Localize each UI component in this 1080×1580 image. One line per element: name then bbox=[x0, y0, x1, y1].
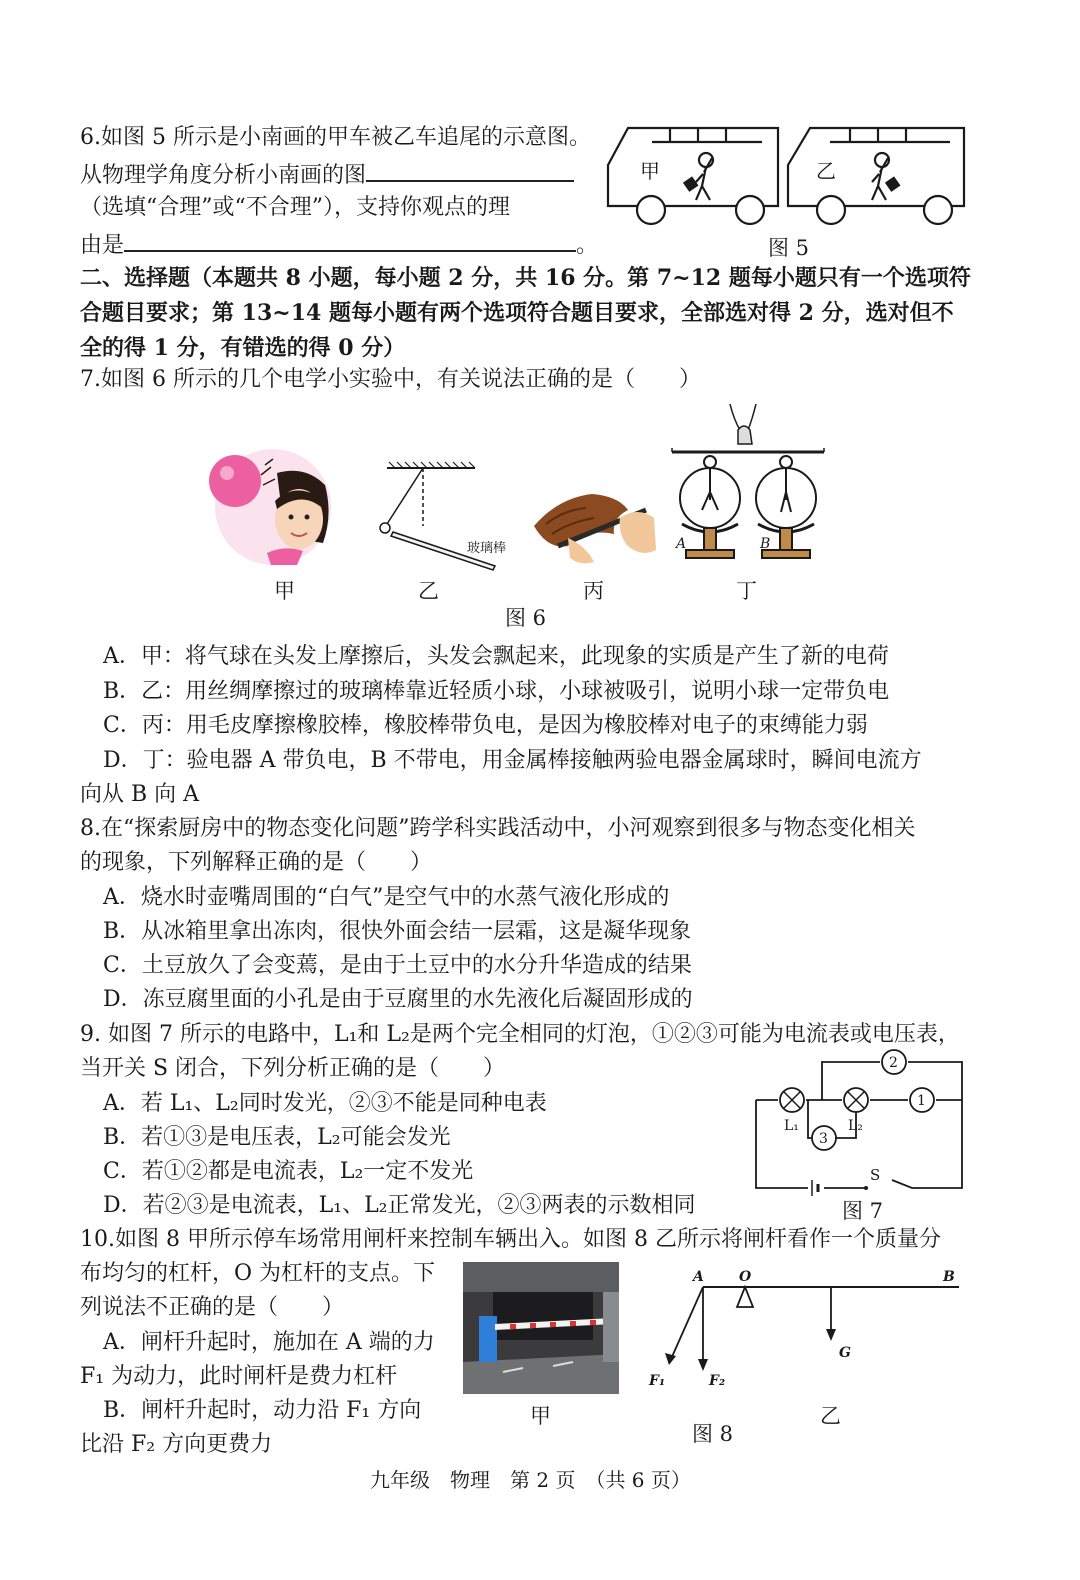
q6-line-2 bbox=[80, 156, 574, 193]
electroscope-b-label: B bbox=[760, 536, 771, 552]
q7-option-b[interactable]: B．乙：用丝绸摩擦过的玻璃棒靠近轻质小球，小球被吸引，说明小球一定带负电 bbox=[103, 679, 890, 704]
q10-stem-3: 列说法不正确的是（ ） bbox=[80, 1295, 345, 1320]
switch-icon bbox=[864, 1186, 868, 1190]
lamp-l2-label: L₂ bbox=[848, 1118, 863, 1134]
meter-3-label: 3 bbox=[819, 1131, 828, 1147]
page-footer: 九年级 物理 第 2 页 （共 6 页） bbox=[370, 1468, 691, 1492]
meter-1-label: 1 bbox=[917, 1093, 926, 1109]
figure-6-balloon-girl bbox=[205, 445, 340, 565]
q10-stem-2: 布均匀的杠杆，O 为杠杆的支点。下 bbox=[80, 1261, 436, 1286]
force-f1-label: F₁ bbox=[649, 1373, 666, 1389]
q9-stem-2: 当开关 S 闭合，下列分析正确的是（ ） bbox=[80, 1056, 506, 1081]
car-b-body bbox=[788, 128, 964, 206]
figure-5-caption: 图 5 bbox=[768, 236, 810, 260]
q6-line-4-pre: 由是 bbox=[80, 233, 125, 258]
q6-line-4-post: 。 bbox=[576, 233, 599, 258]
section-2-line-2: 合题目要求；第 13~14 题每小题有两个选项符合题目要求，全部选对得 2 分，选对但不 bbox=[80, 300, 954, 326]
q6-line-3: （选填“合理”或“不合理”），支持你观点的理 bbox=[80, 195, 510, 220]
q9-option-c[interactable]: C．若①②都是电流表，L₂一定不发光 bbox=[103, 1159, 474, 1184]
q7-option-a[interactable]: A．甲：将气球在头发上摩擦后，头发会飘起来，此现象的实质是产生了新的电荷 bbox=[103, 644, 889, 669]
electroscope-a-label: A bbox=[676, 536, 687, 552]
q7-option-c[interactable]: C．丙：用毛皮摩擦橡胶棒，橡胶棒带负电，是因为橡胶棒对电子的束缚能力弱 bbox=[103, 713, 868, 738]
q9-option-d[interactable]: D．若②③是电流表，L₁、L₂正常发光，②③两表的示数相同 bbox=[103, 1193, 696, 1218]
q10-option-b[interactable]: B．闸杆升起时，动力沿 F₁ 方向 bbox=[103, 1398, 422, 1423]
q6-line-1: 6.如图 5 所示是小南画的甲车被乙车追尾的示意图。 bbox=[80, 125, 591, 150]
q9-option-a[interactable]: A．若 L₁、L₂同时发光，②③不能是同种电表 bbox=[103, 1091, 547, 1116]
fig6-label-ding: 丁 bbox=[736, 579, 757, 603]
figure-7-circuit bbox=[752, 1050, 967, 1195]
point-a-label: A bbox=[693, 1269, 704, 1285]
figure-7-caption: 图 7 bbox=[842, 1199, 884, 1223]
point-b-label: B bbox=[943, 1269, 955, 1285]
figure-6-electroscopes bbox=[668, 400, 828, 570]
car-a-label: 甲 bbox=[640, 159, 660, 183]
force-g-label: G bbox=[839, 1345, 851, 1361]
lamp-l1-label: L₁ bbox=[784, 1118, 799, 1134]
q9-stem-1: 9. 如图 7 所示的电路中，L₁和 L₂是两个完全相同的灯泡，①②③可能为电流表或电压表， bbox=[80, 1022, 960, 1047]
q8-stem-2: 的现象，下列解释正确的是（ ） bbox=[80, 850, 433, 875]
fig6-label-yi: 乙 bbox=[418, 579, 439, 603]
q10-option-a-cont: F₁ 为动力，此时闸杆是费力杠杆 bbox=[80, 1364, 398, 1389]
figure-6-glass-rod bbox=[375, 462, 505, 572]
fig6-label-jia: 甲 bbox=[274, 579, 295, 603]
q8-option-c[interactable]: C．土豆放久了会变蔫，是由于土豆中的水分升华造成的结果 bbox=[103, 953, 692, 978]
fig8-label-jia: 甲 bbox=[530, 1404, 551, 1428]
balloon-icon bbox=[209, 455, 261, 507]
gate-pillar-icon bbox=[479, 1316, 497, 1362]
figure-6-caption: 图 6 bbox=[505, 606, 547, 630]
car-a-body bbox=[608, 128, 778, 206]
section-2-line-1: 二、选择题（本题共 8 小题，每小题 2 分，共 16 分。第 7~12 题每小题只有一个选项符 bbox=[80, 265, 971, 291]
glass-rod-label: 玻璃棒 bbox=[467, 540, 507, 555]
point-o-label: O bbox=[739, 1269, 752, 1285]
fig8-label-yi: 乙 bbox=[820, 1404, 841, 1428]
car-b-label: 乙 bbox=[816, 159, 836, 183]
force-f2-label: F₂ bbox=[709, 1373, 726, 1389]
electroscope-a bbox=[680, 456, 740, 558]
figure-8-lever-diagram bbox=[645, 1265, 965, 1395]
q6-line-2-text: 从物理学角度分析小南画的图 bbox=[80, 163, 367, 188]
q8-option-a[interactable]: A．烧水时壶嘴周围的“白气”是空气中的水蒸气液化形成的 bbox=[103, 885, 670, 910]
q7-stem: 7.如图 6 所示的几个电学小实验中，有关说法正确的是（ ） bbox=[80, 367, 701, 392]
q6-answer-blank-2[interactable] bbox=[124, 226, 576, 252]
q6-line-4 bbox=[80, 226, 598, 263]
q9-option-b[interactable]: B．若①③是电压表，L₂可能会发光 bbox=[103, 1125, 451, 1150]
q7-option-d-cont: 向从 B 向 A bbox=[80, 782, 200, 807]
q8-option-d[interactable]: D．冻豆腐里面的小孔是由于豆腐里的水先液化后凝固形成的 bbox=[103, 987, 693, 1012]
figure-6-fur-rubber-rod bbox=[528, 488, 660, 568]
small-ball-icon bbox=[380, 523, 390, 533]
fulcrum-icon bbox=[737, 1287, 753, 1307]
q10-option-a[interactable]: A．闸杆升起时，施加在 A 端的力 bbox=[103, 1330, 435, 1355]
fig6-label-bing: 丙 bbox=[583, 579, 604, 603]
figure-8-caption: 图 8 bbox=[692, 1422, 734, 1446]
q10-stem-1: 10.如图 8 甲所示停车场常用闸杆来控制车辆出入。如图 8 乙所示将闸杆看作一个质量分 bbox=[80, 1227, 941, 1252]
q6-answer-blank-1[interactable] bbox=[366, 156, 574, 182]
q8-stem-1: 8.在“探索厨房中的物态变化问题”跨学科实践活动中，小河观察到很多与物态变化相关 bbox=[80, 816, 916, 841]
q10-option-b-cont: 比沿 F₂ 方向更费力 bbox=[80, 1432, 273, 1457]
meter-2-label: 2 bbox=[889, 1055, 898, 1071]
figure-8-parking-photo bbox=[463, 1262, 619, 1394]
figure-5-cars bbox=[600, 120, 970, 232]
q7-option-d[interactable]: D．丁：验电器 A 带负电，B 不带电，用金属棒接触两验电器金属球时，瞬间电流方 bbox=[103, 748, 922, 773]
q8-option-b[interactable]: B．从冰箱里拿出冻肉，很快外面会结一层霜，这是凝华现象 bbox=[103, 919, 692, 944]
section-2-line-3: 全的得 1 分，有错选的得 0 分） bbox=[80, 335, 406, 361]
switch-s-label: S bbox=[870, 1166, 881, 1184]
